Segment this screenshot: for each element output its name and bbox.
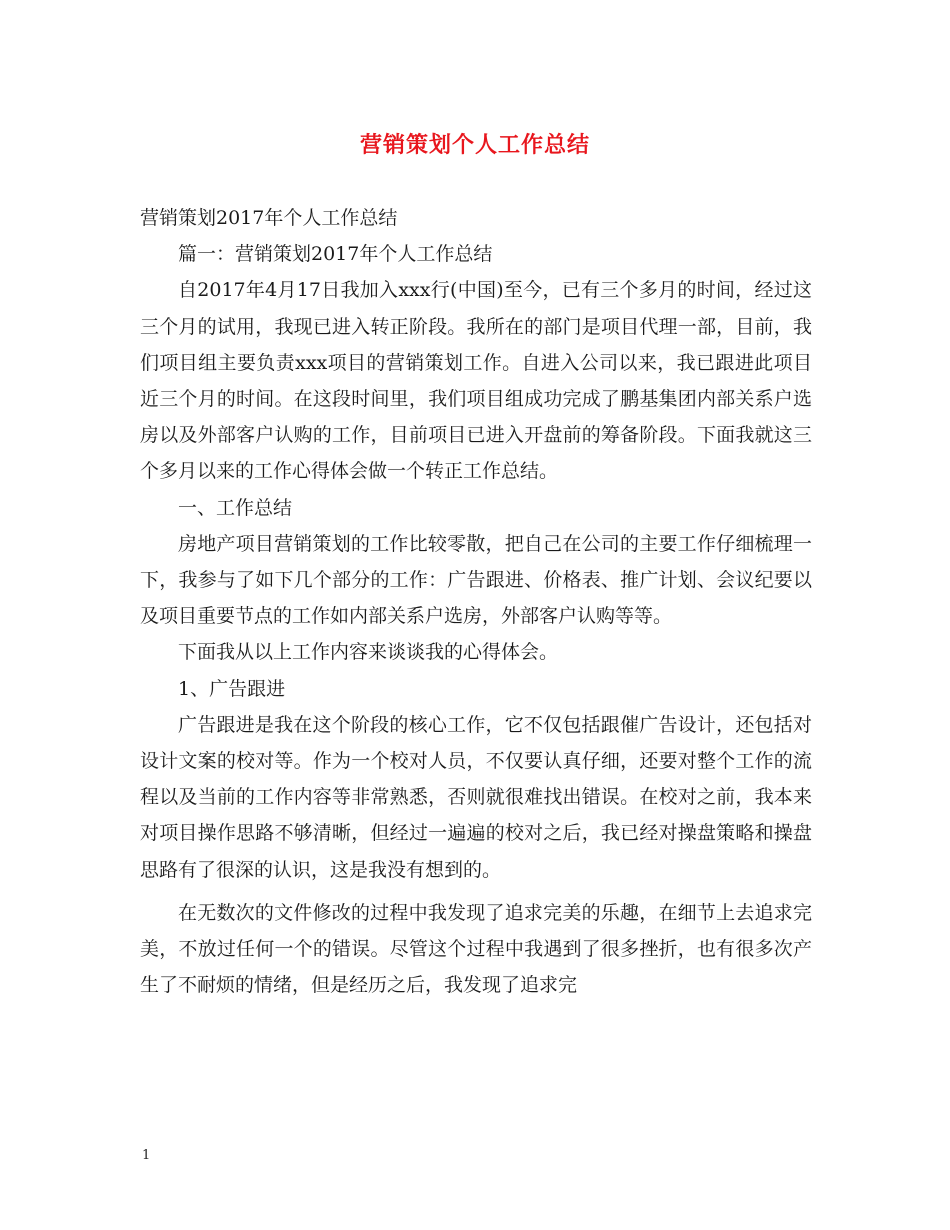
document-body: [140, 200, 812, 1003]
section-heading: 一、工作总结: [178, 496, 293, 519]
subsection-heading: 1、广告跟进: [178, 677, 286, 700]
body-paragraph: 房地产项目营销策划的工作比较零散，把自己在公司的主要工作仔细梳理一下，我参与了如下几个部分的工作：广告跟进、价格表、推广计划、会议纪要以及项目重要节点的工作如内部关系户选房，外部客户认购等等。: [140, 532, 812, 628]
body-paragraph: 在无数次的文件修改的过程中我发现了追求完美的乐趣，在细节上去追求完美，不放过任何一个的错误。尽管这个过程中我遇到了很多挫折，也有很多次产生了不耐烦的情绪，但是经历之后，我发现了追求完: [140, 901, 812, 997]
page-number: 1: [142, 1148, 151, 1163]
document-title: 营销策划个人工作总结: [359, 132, 590, 158]
section-heading: 篇一：营销策划2017年个人工作总结: [178, 243, 493, 266]
body-paragraph: 自2017年4月17日我加入xxx行(中国)至今，已有三个多月的时间，经过这三个月的试用，我现已进入转正阶段。我所在的部门是项目代理一部，目前，我们项目组主要负责xxx项目的营销策划工作。自进入公司以来，我已跟进此项目近三个月的时间。在这段时间里，我们项目组成功完成了鹏基集团内部关系户选房以及外部客户认购的工作，目前项目已进入开盘前的筹备阶段。下面我就这三个多月以来的工作心得体会做一个转正工作总结。: [140, 279, 812, 483]
subtitle-line: 营销策划2017年个人工作总结: [140, 207, 398, 229]
body-paragraph: 广告跟进是我在这个阶段的核心工作，它不仅包括跟催广告设计，还包括对设计文案的校对等。作为一个校对人员，不仅要认真仔细，还要对整个工作的流程以及当前的工作内容等非常熟悉，否则就很难找出错误。在校对之前，我本来对项目操作思路不够清晰，但经过一遍遍的校对之后，我已经对操盘策略和操盘思路有了很深的认识，这是我没有想到的。: [140, 713, 812, 881]
body-paragraph: 下面我从以上工作内容来谈谈我的心得体会。: [178, 641, 559, 664]
